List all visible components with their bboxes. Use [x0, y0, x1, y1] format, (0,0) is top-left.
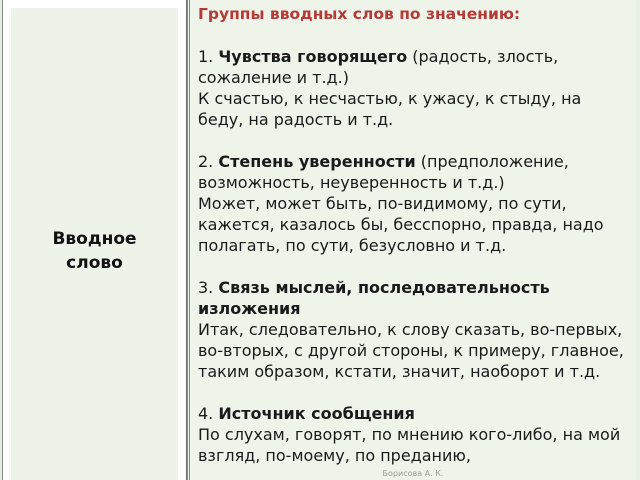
group-item [198, 403, 630, 466]
group-item [198, 151, 630, 256]
group-number: 4. [198, 404, 214, 423]
group-term: Связь мыслей, последовательность изложения [198, 278, 550, 318]
right-column [187, 0, 636, 480]
group-term: Чувства говорящего [218, 47, 408, 66]
group-examples: Может, может быть, по-видимому, по сути, кажется, казалось бы, бесспорно, правда, надо полагать, по сути, безусловно и т.д. [198, 194, 604, 255]
content-cell [198, 4, 630, 480]
group-term: Степень уверенности [218, 152, 416, 171]
intro-words-table [2, 0, 636, 480]
section-heading: Группы вводных слов по значению: [198, 5, 521, 23]
author-footer: Борисова А. К. [382, 469, 444, 478]
group-examples: По слухам, говорят, по мнению кого-либо, на мой взгляд, по-моему, по преданию, [198, 425, 621, 465]
group-item [198, 46, 630, 130]
group-title [198, 277, 630, 319]
group-examples: К счастью, к несчастью, к ужасу, к стыду, на беду, на радость и т.д. [198, 89, 582, 129]
group-number: 2. [198, 152, 214, 171]
group-description: (радость, злость, сожаление и т.д.) [198, 47, 559, 87]
group-title [198, 46, 630, 88]
left-column [3, 0, 187, 480]
row-header-label [52, 227, 136, 275]
left-cell [11, 8, 178, 480]
row-header-line-1: Вводное [52, 229, 137, 249]
group-item [198, 277, 630, 382]
group-description: (предположение, возможность, неуверенность и т.д.) [198, 152, 569, 192]
group-number: 3. [198, 278, 214, 297]
group-term: Источник сообщения [218, 404, 415, 423]
group-title [198, 151, 630, 193]
group-number: 1. [198, 47, 214, 66]
group-examples: Итак, следовательно, к слову сказать, во-первых, во-вторых, с другой стороны, к примеру, главное, таким образом, кстати, значит, наоборот и т.д. [198, 320, 624, 381]
row-header-line-2: слово [66, 253, 123, 273]
group-title [198, 403, 630, 424]
